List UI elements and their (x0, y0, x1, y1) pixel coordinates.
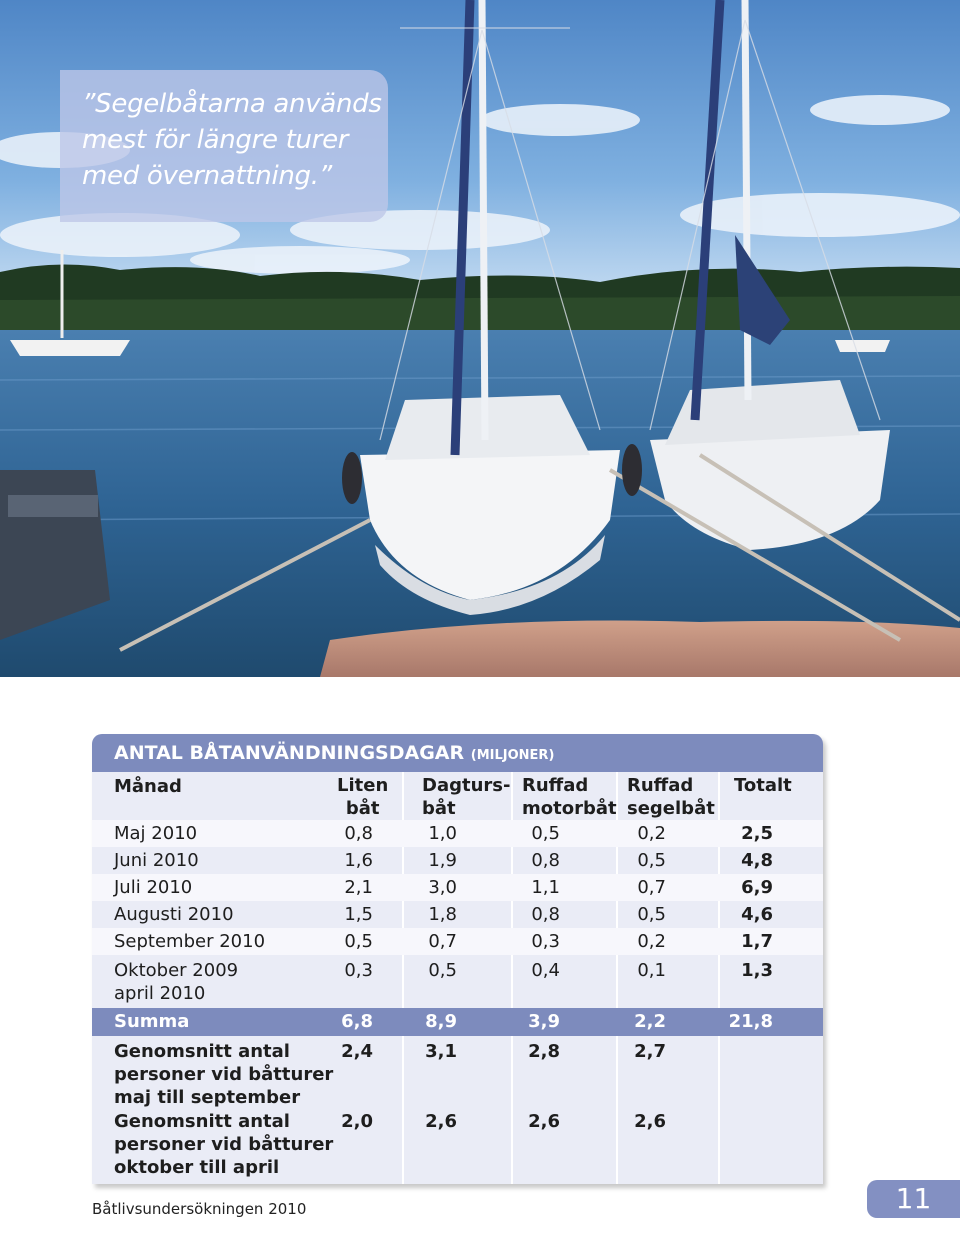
col-header-line: segelbåt (627, 798, 715, 819)
cell-liten: 2,0 (341, 1111, 373, 1132)
cell-totalt: 2,5 (741, 823, 773, 844)
table-header-row (92, 772, 823, 820)
cell-totalt: 1,7 (741, 931, 773, 952)
cell-ruffad-segelbat: 0,1 (637, 960, 666, 981)
cell-totalt: 21,8 (728, 1011, 773, 1032)
row-label: Augusti 2010 (114, 904, 234, 925)
cell-liten: 2,1 (344, 877, 373, 898)
col-header-line: Ruffad (627, 775, 694, 796)
col-header-line: Ruffad (522, 775, 589, 796)
summa-row (92, 1008, 823, 1036)
cell-dagturs: 3,0 (428, 877, 457, 898)
cell-totalt: 4,6 (741, 904, 773, 925)
quote-line: med övernattning.” (82, 161, 332, 191)
col-header-ruffad-motorbat (522, 774, 617, 820)
col-header-totalt: Totalt (734, 775, 792, 796)
row-label (114, 1040, 333, 1109)
source-note: Båtlivsundersökningen 2010 (92, 1200, 307, 1218)
table-row (92, 901, 823, 928)
row-label: Juli 2010 (114, 877, 193, 898)
average-row (92, 1036, 823, 1108)
table-title-unit: (MILJONER) (470, 748, 555, 763)
cell-liten: 1,5 (344, 904, 373, 925)
cell-ruffad-motorbat: 0,4 (531, 960, 560, 981)
row-label-line: Genomsnitt antal (114, 1111, 290, 1132)
cell-ruffad-motorbat: 2,8 (528, 1041, 560, 1062)
cell-ruffad-motorbat: 2,6 (528, 1111, 560, 1132)
cell-totalt: 1,3 (741, 960, 773, 981)
quote-line: mest för längre turer (82, 125, 349, 155)
row-label-line: maj till september (114, 1087, 301, 1108)
cell-liten: 0,3 (344, 960, 373, 981)
table-row (92, 928, 823, 955)
cell-ruffad-motorbat: 0,8 (531, 904, 560, 925)
col-header-line: Dagturs- (422, 775, 511, 796)
cell-dagturs: 0,5 (428, 960, 457, 981)
col-header-month: Månad (114, 776, 182, 797)
cell-totalt: 4,8 (741, 850, 773, 871)
cell-liten: 0,5 (344, 931, 373, 952)
cell-liten: 2,4 (341, 1041, 373, 1062)
row-label-line: Genomsnitt antal (114, 1041, 290, 1062)
cell-ruffad-motorbat: 0,5 (531, 823, 560, 844)
table-title (92, 734, 823, 772)
cell-dagturs: 0,7 (428, 931, 457, 952)
boat-usage-table (92, 734, 823, 1184)
row-label-line: april 2010 (114, 983, 206, 1004)
cell-totalt: 6,9 (741, 877, 773, 898)
table-row (92, 820, 823, 847)
summa-label: Summa (114, 1011, 190, 1032)
cell-liten: 0,8 (344, 823, 373, 844)
table-row (92, 874, 823, 901)
row-label-line: oktober till april (114, 1157, 280, 1178)
col-header-line: Liten (337, 775, 389, 796)
row-label: September 2010 (114, 931, 266, 952)
cell-liten: 1,6 (344, 850, 373, 871)
row-label (114, 959, 238, 1005)
cell-ruffad-motorbat: 3,9 (528, 1011, 560, 1032)
cell-liten: 6,8 (341, 1011, 373, 1032)
page-number: 11 (867, 1180, 960, 1218)
cell-dagturs: 1,9 (428, 850, 457, 871)
col-header-ruffad-segelbat (627, 774, 715, 820)
average-row (92, 1108, 823, 1184)
cell-dagturs: 2,6 (425, 1111, 457, 1132)
cell-ruffad-segelbat: 2,6 (634, 1111, 666, 1132)
cell-ruffad-segelbat: 0,7 (637, 877, 666, 898)
cell-ruffad-segelbat: 2,2 (634, 1011, 666, 1032)
cell-ruffad-segelbat: 0,2 (637, 823, 666, 844)
cell-ruffad-motorbat: 0,3 (531, 931, 560, 952)
cell-ruffad-segelbat: 0,5 (637, 904, 666, 925)
col-header-line: båt (345, 798, 380, 819)
cell-ruffad-segelbat: 0,5 (637, 850, 666, 871)
col-header-line: båt (422, 798, 456, 819)
row-label (114, 1110, 333, 1179)
cell-ruffad-segelbat: 0,2 (637, 931, 666, 952)
col-header-liten (337, 774, 388, 820)
table-row (92, 955, 823, 1008)
cell-dagturs: 8,9 (425, 1011, 457, 1032)
cell-dagturs: 3,1 (425, 1041, 457, 1062)
table-row (92, 847, 823, 874)
row-label: Juni 2010 (114, 850, 199, 871)
pull-quote (82, 86, 382, 194)
cell-dagturs: 1,8 (428, 904, 457, 925)
table-title-main: ANTAL BÅTANVÄNDNINGSDAGAR (114, 742, 465, 764)
cell-ruffad-segelbat: 2,7 (634, 1041, 666, 1062)
col-header-dagturs (422, 774, 510, 820)
quote-line: ”Segelbåtarna används (82, 89, 382, 119)
cell-dagturs: 1,0 (428, 823, 457, 844)
row-label: Maj 2010 (114, 823, 198, 844)
col-header-line: motorbåt (522, 798, 617, 819)
row-label-line: Oktober 2009 (114, 960, 239, 981)
cell-ruffad-motorbat: 1,1 (531, 877, 560, 898)
cell-ruffad-motorbat: 0,8 (531, 850, 560, 871)
row-label-line: personer vid båtturer (114, 1064, 334, 1085)
row-label-line: personer vid båtturer (114, 1134, 334, 1155)
